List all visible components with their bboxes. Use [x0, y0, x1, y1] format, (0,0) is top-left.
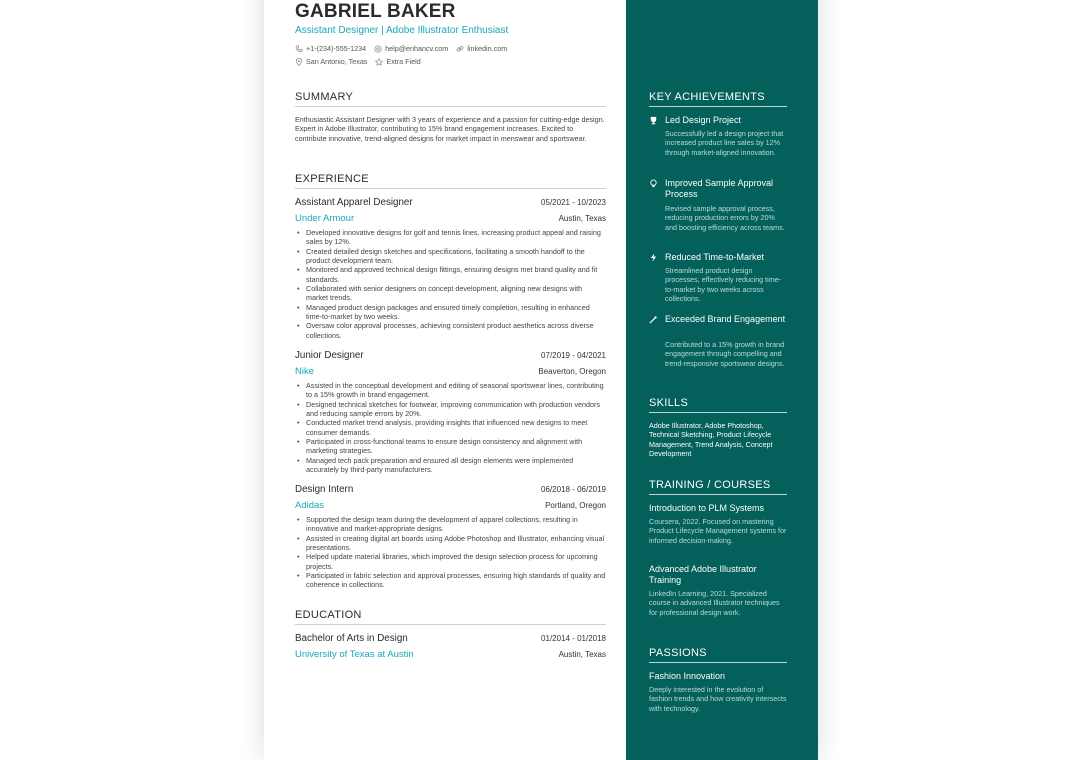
candidate-headline: Assistant Designer | Adobe Illustrator Enthusiast: [295, 25, 509, 36]
skills-heading: SKILLS: [649, 397, 787, 413]
job-bullet: • Collaborated with senior designers on concept development, aligning new designs with market trends.: [306, 284, 606, 303]
job-bullets: [295, 228, 606, 340]
job-bullet: • Developed innovative designs for golf and tennis lines, increasing product appeal and raising sales by 12%.: [306, 228, 606, 247]
link-text: linkedin.com: [467, 44, 508, 53]
achievement-desc: Revised sample approval process, reducing production errors by 20% and boosting efficiency across teams.: [665, 204, 785, 232]
contact-email[interactable]: [374, 44, 448, 53]
phone-icon: [295, 45, 303, 53]
education-dates: 01/2014 - 01/2018: [541, 634, 606, 643]
job-dates: 05/2021 - 10/2023: [541, 198, 606, 207]
education-heading: EDUCATION: [295, 609, 606, 625]
job-dates: 06/2018 - 06/2019: [541, 485, 606, 494]
job-bullet: • Conducted market trend analysis, providing insights that influenced new designs to meet consumer demands.: [306, 418, 606, 437]
skills-text: Adobe Illustrator, Adobe Photoshop, Technical Sketching, Product Lifecycle Management, Trend Analysis, Concept Development: [649, 421, 773, 459]
resume-page: [264, 0, 818, 760]
contact-row-1: [295, 44, 507, 53]
job-bullets: [295, 381, 606, 474]
education-school: University of Texas at Austin: [295, 649, 414, 660]
education-degree: Bachelor of Arts in Design: [295, 633, 408, 644]
email-text: help@enhancv.com: [385, 44, 449, 53]
experience-heading: EXPERIENCE: [295, 173, 606, 189]
location-text: San Antonio, Texas: [306, 57, 368, 66]
job-bullet: • Assisted in the conceptual development and editing of seasonal sportswear lines, contributing to a 15% growth in brand engagement.: [306, 381, 606, 400]
star-icon: [375, 58, 383, 66]
job-bullet: • Designed technical sketches for footwear, improving communication with production vendors and reducing sample errors by 20%.: [306, 400, 606, 419]
job-bullet: • Created detailed design sketches and specifications, facilitating a smooth handoff to the product development team.: [306, 247, 606, 266]
lightbulb-icon: [649, 179, 658, 188]
job-role: Design Intern: [295, 484, 354, 495]
job-company: Adidas: [295, 500, 325, 511]
achievements-heading: KEY ACHIEVEMENTS: [649, 91, 787, 107]
job-bullet: • Managed tech pack preparation and ensured all design elements were implemented accurately by third-party manufacturers.: [306, 456, 606, 475]
achievement-title: Improved Sample Approval Process: [665, 178, 774, 199]
job-bullets: [295, 515, 606, 590]
location-pin-icon: [295, 58, 303, 66]
training-title: Advanced Adobe Illustrator Training: [649, 564, 757, 585]
lightning-icon: [649, 253, 658, 262]
at-icon: [374, 45, 382, 53]
passion-title: Fashion Innovation: [649, 671, 726, 681]
contact-extra: [375, 57, 420, 66]
sidebar: [626, 0, 818, 760]
contact-location: [295, 57, 367, 66]
summary-heading: SUMMARY: [295, 91, 606, 107]
magic-wand-icon: [649, 315, 658, 324]
job-bullet: • Assisted in creating digital art boards using Adobe Photoshop and Illustrator, enhancing visual presentations.: [306, 534, 606, 553]
job-bullet: • Managed product design packages and ensured timely completion, resulting in enhanced time-to-market by two weeks.: [306, 303, 606, 322]
job-bullet: • Monitored and approved technical design fittings, ensuring designs met brand quality and fit standards.: [306, 265, 606, 284]
job-role: Junior Designer: [295, 350, 364, 361]
job-bullet: • Participated in cross-functional teams to ensure design consistency and alignment with marketing strategies.: [306, 437, 606, 456]
education-location: Austin, Texas: [558, 650, 606, 659]
link-icon: [456, 45, 464, 53]
training-heading: TRAINING / COURSES: [649, 479, 787, 495]
contact-row-2: [295, 57, 421, 66]
training-desc: Coursera, 2022. Focused on mastering Product Lifecycle Management systems for informed decision-making.: [649, 517, 787, 545]
job-bullet: • Helped update material libraries, which improved the design selection process for upcoming projects.: [306, 552, 606, 571]
job-bullet: • Supported the design team during the development of apparel collections, resulting in innovative and market-appropriate designs.: [306, 515, 606, 534]
job-company: Under Armour: [295, 213, 355, 224]
extra-text: Extra Field: [386, 57, 421, 66]
phone-text: +1-(234)-555-1234: [306, 44, 367, 53]
job-location: Beaverton, Oregon: [538, 367, 606, 376]
achievement-desc: Contributed to a 15% growth in brand engagement through compelling and trend-responsive sportswear designs.: [665, 340, 785, 368]
job-location: Portland, Oregon: [545, 501, 606, 510]
achievement-title: Reduced Time-to-Market: [665, 252, 765, 262]
training-desc: LinkedIn Learning, 2021. Specialized course in advanced Illustrator techniques for professional design work.: [649, 589, 780, 617]
passion-desc: Deeply interested in the evolution of fashion trends and how creativity intersects with technology.: [649, 685, 787, 713]
achievement-title: Exceeded Brand Engagement: [665, 314, 786, 324]
summary-text: Enthusiastic Assistant Designer with 3 years of experience and a passion for cutting-edge design. Expert in Adobe Illustrator, contributing to 15% brand engagement increases. Excited to contribute innovative, trend-aligned designs for market impact in menswear and sportswear.: [295, 115, 605, 143]
job-bullet: • Oversaw color approval processes, achieving consistent product aesthetics across diverse collections.: [306, 321, 606, 340]
passions-heading: PASSIONS: [649, 647, 787, 663]
job-role: Assistant Apparel Designer: [295, 197, 413, 208]
achievement-title: Led Design Project: [665, 115, 742, 125]
training-title: Introduction to PLM Systems: [649, 503, 765, 513]
job-location: Austin, Texas: [558, 214, 606, 223]
job-bullet: • Participated in fabric selection and approval processes, ensuring high standards of quality and coherence in collections.: [306, 571, 606, 590]
trophy-icon: [649, 116, 658, 125]
job-dates: 07/2019 - 04/2021: [541, 351, 606, 360]
candidate-name: GABRIEL BAKER: [295, 1, 456, 22]
contact-phone: [295, 44, 366, 53]
contact-link[interactable]: [456, 44, 507, 53]
achievement-desc: Successfully led a design project that increased product line sales by 12% through market-aligned innovation.: [665, 129, 784, 157]
achievement-desc: Streamlined product design processes, effectively reducing time-to-market by two weeks across collections.: [665, 266, 782, 304]
job-company: Nike: [295, 366, 315, 377]
